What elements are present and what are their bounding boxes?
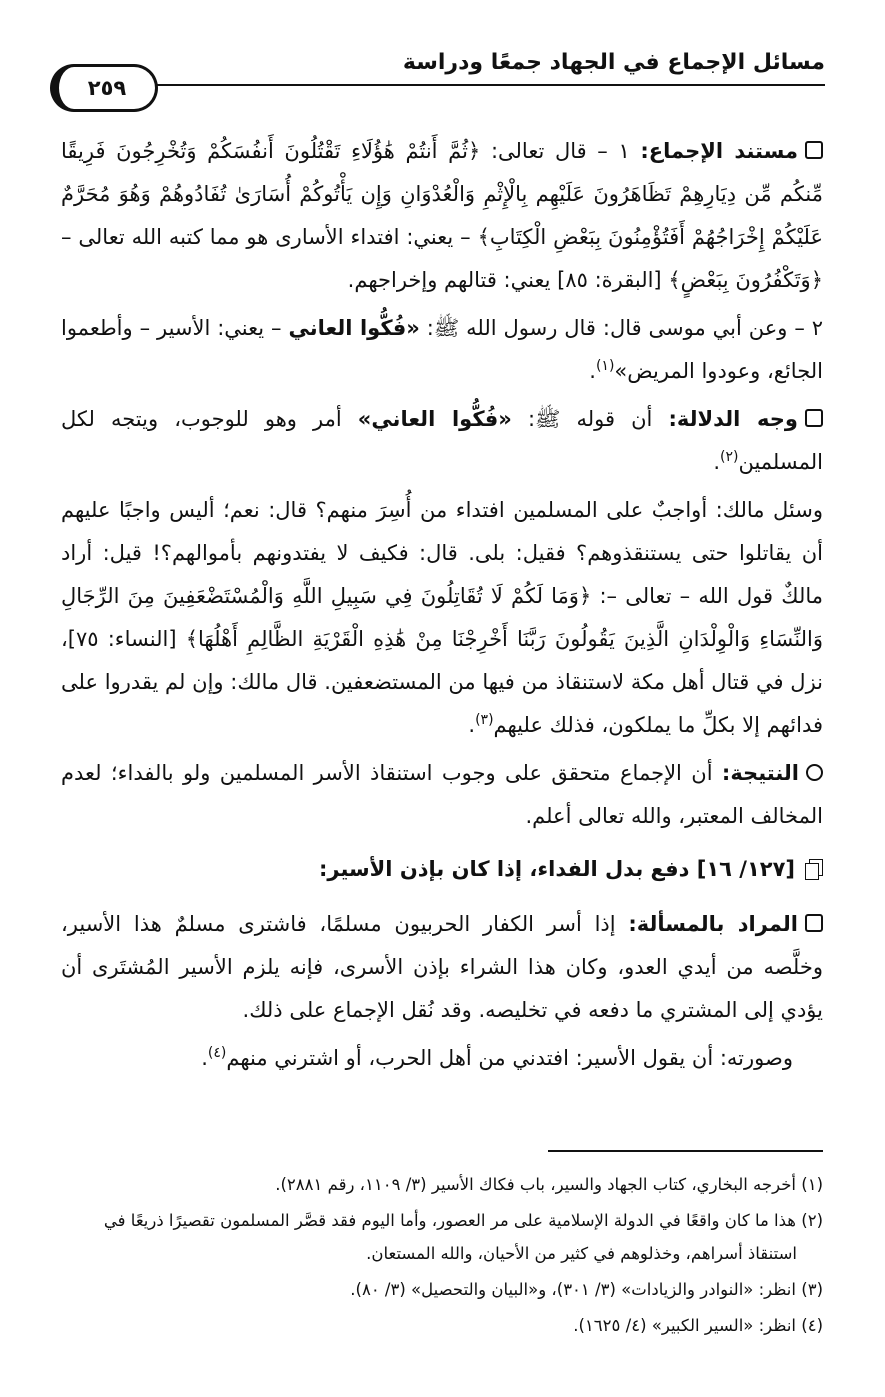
running-title: مسائل الإجماع في الجهاد جمعًا ودراسة (402, 50, 825, 75)
evidence-intro: ١ – قال تعالى: (490, 139, 630, 163)
section-title: دفع بدل الفداء، إذا كان بإذن الأسير: (318, 857, 690, 881)
footnote-3 (61, 1273, 823, 1306)
quran-verse-short: ﴿وَتَكْفُرُونَ بِبَعْضٍ﴾ (668, 268, 823, 292)
circle-bullet-icon (806, 764, 823, 781)
footnote-text: أخرجه البخاري، كتاب الجهاد والسير، باب فكاك الأسير (٣/ ١١٠٩، رقم ٢٨٨١). (275, 1175, 796, 1194)
hadith-intro: ٢ – وعن أبي موسى قال: قال رسول الله ﷺ: (426, 316, 824, 340)
footnote-1 (61, 1168, 823, 1201)
meaning-text: إذا أسر الكفار الحربيون مسلمًا، فاشترى مسلمٌ هذا الأسير، وخلَّصه من أيدي العدو، وكان هذا الشراء بإذن الأسرى، فإنه يلزم الأسير المُشتَرى أن يؤدي إلى المشتري ما دفعه في تخليصه. وقد نُقل الإجماع على ذلك. (61, 912, 823, 1022)
paragraph-meaning (61, 903, 823, 1032)
paragraph-result (61, 752, 823, 838)
paragraph-evidence (61, 130, 823, 302)
paragraph-hadith (61, 307, 823, 393)
quran-verse: ﴿ثُمَّ أَنتُمْ هَٰؤُلَاءِ تَقْتُلُونَ أَنفُسَكُمْ وَتُخْرِجُونَ فَرِيقًا مِّنكُم مِّن دِيَارِهِمْ تَظَاهَرُونَ عَلَيْهِم بِالْإِثْمِ وَالْعُدْوَانِ وَإِن يَأْتُوكُمْ أُسَارَىٰ تُفَادُوهُمْ وَهُوَ مُحَرَّمٌ عَلَيْكُمْ إِخْرَاجُهُمْ أَفَتُؤْمِنُونَ بِبَعْضِ الْكِتَابِ﴾ (61, 139, 824, 249)
paragraph-malik (61, 489, 823, 747)
malik-text-2: ، نزل في قتال أهل مكة لاستنقاذ من فيها من المستضعفين. قال مالك: وإن لم يقدروا على فدائهم إلا بكلِّ ما يملكون، فذلك عليهم (61, 627, 823, 737)
footnote-text: انظر: «السير الكبير» (٤/ ١٦٢٥). (573, 1316, 796, 1335)
evidence-label: مستند الإجماع: (640, 139, 798, 163)
verse-reference: [النساء: ٧٥] (67, 627, 177, 651)
footnote-rule (548, 1150, 823, 1152)
footnote-ref[interactable]: (٢) (720, 449, 739, 465)
hadith-rest: وأطعموا الجائع، وعودوا المريض» (61, 316, 823, 383)
section-heading (61, 848, 823, 891)
hadith-gloss: – يعني: الأسير – (139, 316, 282, 340)
verse-reference: [البقرة: ٨٥] (557, 268, 662, 292)
footnote-ref[interactable]: (٤) (207, 1045, 227, 1061)
sentence-end: . (201, 1046, 208, 1070)
footnote-number: (١) (801, 1175, 823, 1194)
footnote-number: (٣) (801, 1280, 823, 1299)
indication-quote: «فُكُّوا العاني» (357, 407, 512, 431)
sentence-end: . (589, 359, 596, 383)
form-text: وصورته: أن يقول الأسير: افتدني من أهل الحرب، أو اشترني منهم (226, 1046, 793, 1070)
footnote-text-continued: استنقاذ أسراهم، وخذلوهم في كثير من الأحيان، والله المستعان. (366, 1244, 797, 1263)
footnote-text: هذا ما كان واقعًا في الدولة الإسلامية على مر العصور، وأما اليوم فقد قصَّر المسلمون تقصيرًا ذريعًا في (103, 1211, 796, 1230)
main-text (61, 130, 823, 1085)
page-header (50, 40, 825, 110)
malik-text: وسئل مالك: أواجبٌ على المسلمين افتداء من أُسِرَ منهم؟ قال: نعم؛ أليس واجبًا عليهم أن يقاتلوا حتى يستنقذوهم؟ فقيل: بلى. قال: فكيف لا يفتدونهم بأموالهم؟! قيل: أراد مالكٌ قول الله – تعالى –: (61, 498, 824, 608)
paragraph-form (61, 1037, 823, 1080)
indication-text-2: أمر وهو للوجوب، ويتجه لكل المسلمين (61, 407, 823, 474)
footnote-ref[interactable]: (٣) (475, 712, 494, 728)
indication-text: أن قوله ﷺ: (527, 407, 653, 431)
footnote-ref[interactable]: (١) (595, 358, 615, 374)
page-number (50, 64, 158, 112)
header-rule (142, 84, 825, 86)
section-number: [١٢٧/ ١٦] (696, 857, 795, 881)
footnote-text: انظر: «النوادر والزيادات» (٣/ ٣٠١)، و«البيان والتحصيل» (٣/ ٨٠). (350, 1280, 796, 1299)
footnotes (61, 1168, 823, 1345)
square-bullet-icon (805, 141, 823, 159)
footnote-number: (٤) (801, 1316, 823, 1335)
footnote-2 (61, 1204, 823, 1270)
indication-label: وجه الدلالة: (668, 407, 798, 431)
sentence-end: . (468, 713, 476, 737)
documents-icon (805, 859, 823, 879)
hadith-quote: «فُكُّوا العاني (288, 316, 420, 340)
page-number-text: ٢٥٩ (87, 76, 127, 100)
evidence-explanation: – يعني: افتداء الأسارى هو مما كتبه الله تعالى – (61, 225, 471, 249)
footnote-4 (61, 1309, 823, 1342)
quran-verse-nisa: ﴿وَمَا لَكُمْ لَا تُقَاتِلُونَ فِي سَبِيلِ اللَّهِ وَالْمُسْتَضْعَفِينَ مِنَ الرِّجَالِ وَالنِّسَاءِ وَالْوِلْدَانِ الَّذِينَ يَقُولُونَ رَبَّنَا أَخْرِجْنَا مِنْ هَٰذِهِ الْقَرْيَةِ الظَّالِمِ أَهْلُهَا﴾ (61, 584, 824, 651)
footnote-number: (٢) (801, 1211, 823, 1230)
result-text: أن الإجماع متحقق على وجوب استنقاذ الأسر المسلمين ولو بالفداء؛ لعدم المخالف المعتبر، والله تعالى أعلم. (61, 761, 823, 828)
result-label: النتيجة: (721, 761, 799, 785)
evidence-meaning: يعني: قتالهم وإخراجهم. (347, 268, 551, 292)
square-bullet-icon (805, 914, 823, 932)
sentence-end: . (713, 450, 720, 474)
square-bullet-icon (805, 409, 823, 427)
meaning-label: المراد بالمسألة: (628, 912, 798, 936)
paragraph-indication (61, 398, 823, 484)
